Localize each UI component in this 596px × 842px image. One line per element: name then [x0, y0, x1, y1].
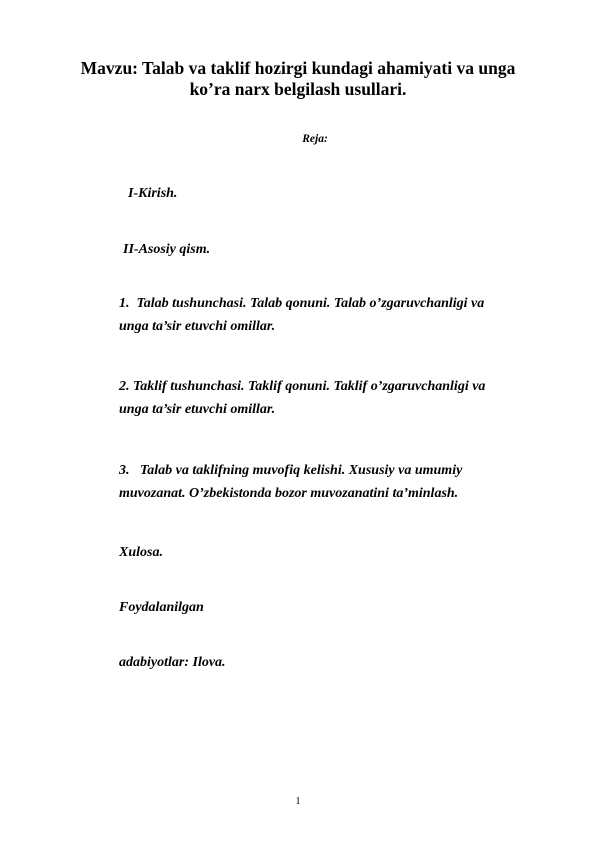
section-number: 3.: [119, 463, 130, 478]
section-number: 2.: [119, 379, 130, 394]
section-number: 1.: [119, 296, 130, 311]
plan-item-number: I-: [128, 186, 139, 201]
section-line-2: muvozanat. O’zbekistonda bozor muvozanatini ta’minlash.: [119, 486, 459, 501]
section-line-1: [119, 292, 559, 315]
section-line-1: [119, 375, 559, 398]
page-number: 1: [295, 796, 301, 807]
document-title: [60, 58, 536, 100]
plan-item-intro: [128, 186, 177, 202]
title-line-1: Mavzu: Talab va taklif hozirgi kundagi ahamiyati va unga: [80, 58, 516, 78]
section-text: Talab tushunchasi. Talab qonuni. Talab o’zgaruvchanligi va: [136, 296, 485, 311]
section-item-1: [119, 292, 559, 338]
references-item-line-1: Foydalanilgan: [119, 600, 204, 615]
plan-item-main-part: [123, 242, 210, 258]
section-line-1: [119, 459, 559, 482]
section-line-2: unga ta’sir etuvchi omillar.: [119, 319, 276, 334]
plan-item-number: II-: [123, 242, 139, 257]
references-item-line-2: adabiyotlar: Ilova.: [119, 655, 226, 670]
section-item-3: [119, 459, 559, 505]
section-text: Talab va taklifning muvofiq kelishi. Xususiy va umumiy: [140, 463, 463, 478]
plan-item-label: Kirish.: [138, 186, 178, 201]
section-line-2: unga ta’sir etuvchi omillar.: [119, 402, 276, 417]
section-text: Taklif tushunchasi. Taklif qonuni. Taklif o’zgaruvchanligi va: [133, 379, 486, 394]
title-line-2: ko’ra narx belgilash usullari.: [189, 79, 407, 99]
plan-item-label: Asosiy qism.: [138, 242, 211, 257]
plan-heading: Reja:: [302, 133, 328, 145]
conclusion-item: Xulosa.: [119, 545, 163, 560]
section-item-2: [119, 375, 559, 421]
